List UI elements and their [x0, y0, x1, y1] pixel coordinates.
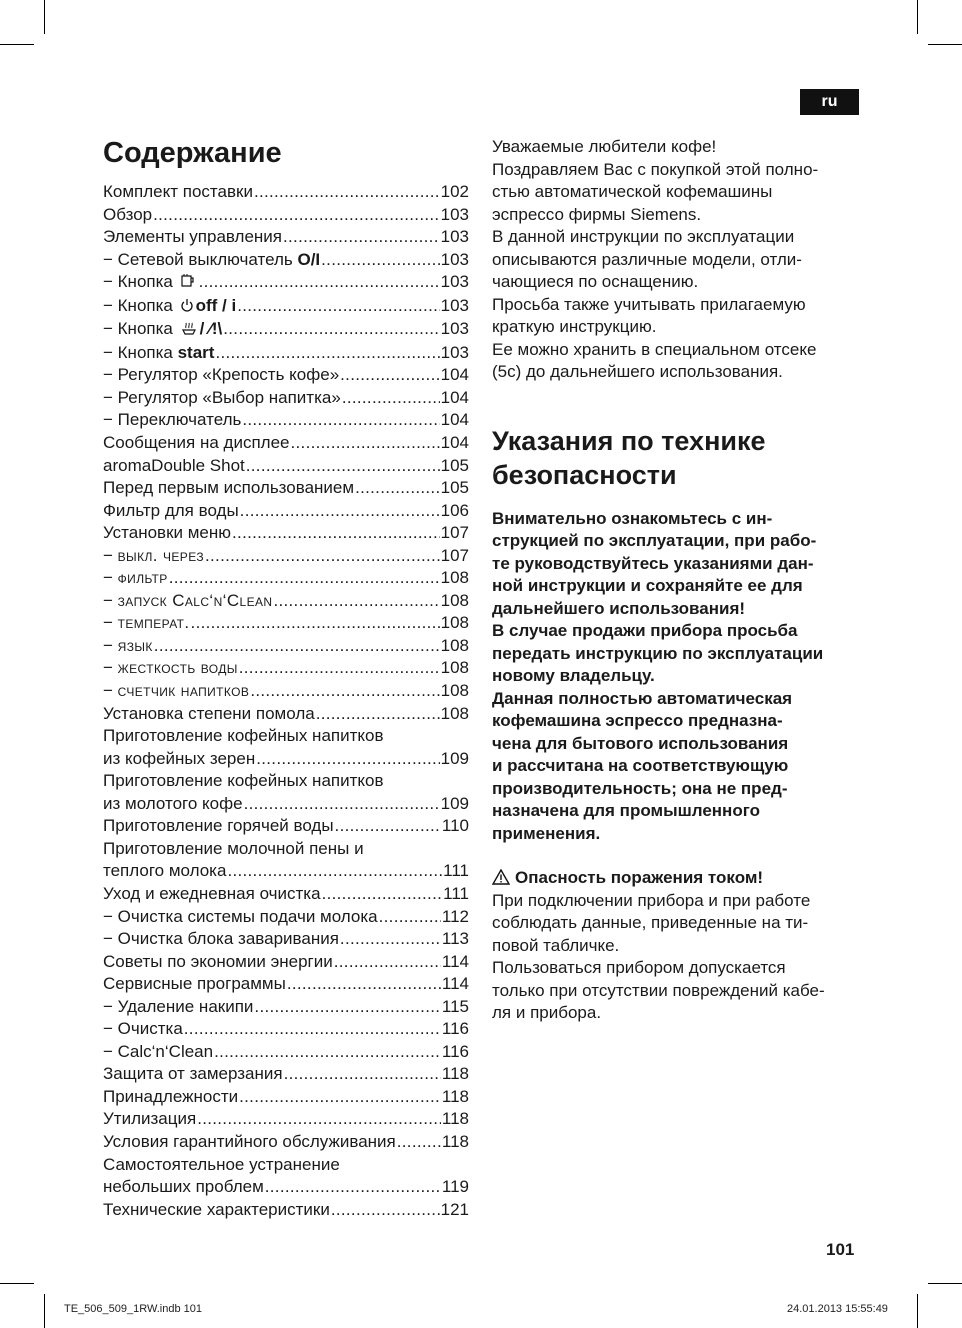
toc-page-number: 103 [440, 342, 469, 362]
safety-instruction-line: те руководствуйтесь указаниями дан- [492, 553, 814, 573]
warning-line: При подключении прибора и при работе [492, 890, 811, 910]
toc-entry-text: − Очистка блока заваривания [103, 929, 339, 949]
toc-leader-dots [265, 1176, 441, 1199]
toc-entry-text: из молотого кофе [103, 793, 243, 813]
toc-page-number: 104 [440, 433, 469, 453]
intro-line: В данной инструкции по эксплуатации [492, 227, 795, 246]
toc-leader-dots [250, 680, 439, 703]
toc-leader-dots [191, 612, 440, 635]
safety-instructions [492, 508, 862, 846]
toc-leader-dots [287, 973, 441, 996]
toc-entry-menu-item: выкл. через [117, 545, 204, 565]
toc-entry-text: − [103, 568, 118, 588]
toc-entry-text: − Кнопка [103, 319, 178, 339]
toc-entry-text: − Удаление накипи [103, 996, 254, 1016]
toc-leader-dots [169, 567, 440, 590]
toc-entry-title [103, 545, 204, 568]
toc-entry-title [103, 657, 238, 680]
toc-entry-title [103, 973, 286, 996]
toc-entry [103, 295, 469, 319]
toc-page-number: 109 [440, 748, 469, 768]
toc-entry-title [103, 860, 226, 883]
toc-entry-line: Приготовление кофейных напитков [103, 726, 384, 746]
toc-page-number: 103 [440, 295, 469, 315]
toc-entry-text: небольших проблем [103, 1177, 264, 1197]
warning-text [492, 890, 862, 1025]
toc-entry-text: Установки меню [103, 523, 232, 543]
toc-leader-dots [284, 1063, 441, 1086]
toc-leader-dots [237, 295, 439, 318]
intro-line: Поздравляем Вас с покупкой этой полно- [492, 159, 819, 179]
intro-line: описываются различные модели, отли- [492, 249, 802, 269]
toc-entry-text: − [103, 635, 118, 655]
safety-instruction-line: назначена для промышленного [492, 801, 760, 820]
toc-entry-bold-label: / ⁄!\ [199, 319, 223, 339]
crop-mark [928, 44, 962, 45]
toc-entry-text: − [103, 681, 118, 701]
toc-leader-dots [254, 996, 440, 1019]
toc-entry [103, 432, 469, 455]
toc-leader-dots [291, 432, 440, 455]
warning-line: ля и прибора. [492, 1003, 602, 1022]
toc-leader-dots [239, 1086, 441, 1109]
safety-heading-line: Указания по технике [492, 425, 766, 456]
safety-heading [492, 424, 862, 492]
toc-entry [103, 364, 469, 387]
toc-entry [103, 1131, 469, 1154]
toc-entry-title [103, 567, 168, 590]
language-badge: ru [800, 89, 859, 115]
toc-page-number: 115 [441, 996, 469, 1016]
toc-entry [103, 860, 469, 883]
warning-line: только при отсутствии повреждений кабе- [492, 980, 825, 1000]
toc-page-number: 108 [440, 681, 469, 701]
toc-page-number: 108 [440, 590, 469, 610]
toc-page-number: 116 [441, 1041, 469, 1061]
toc-entry-text: − [103, 590, 118, 610]
toc-entry-text: Уход и ежедневная очистка [103, 883, 321, 903]
toc-entry-text: Сообщения на дисплее [103, 433, 290, 453]
toc-page-number: 108 [440, 658, 469, 678]
toc-entry [103, 342, 469, 365]
toc-leader-dots [184, 1018, 441, 1041]
warning-line: соблюдать данные, приведенные на ти- [492, 913, 809, 932]
toc-leader-dots [316, 703, 440, 726]
toc-entry-title [103, 590, 272, 613]
toc-leader-dots [153, 204, 440, 227]
right-column [492, 136, 862, 1025]
cup-icon [180, 272, 196, 295]
power-icon [180, 296, 194, 319]
toc-page-number: 105 [440, 478, 469, 498]
safety-instruction-line: и рассчитана на соответствующую [492, 756, 789, 775]
toc-leader-dots [246, 455, 440, 478]
safety-instruction-line: передать инструкцию по эксплуатации [492, 643, 824, 663]
toc-entry [103, 612, 469, 635]
intro-line: Просьба также учитывать прилагаемую [492, 294, 806, 314]
toc-leader-dots [232, 522, 440, 545]
toc-entry [103, 703, 469, 726]
toc-entry-line: Приготовление кофейных напитков [103, 771, 384, 791]
toc-entry-title [103, 635, 153, 658]
toc-entry-text: − Сетевой выключатель [103, 249, 298, 269]
toc-entry-text: − Кнопка [103, 295, 178, 315]
toc-page-number: 110 [441, 816, 469, 836]
warning-line: Пользоваться прибором допускается [492, 958, 786, 977]
toc-entry-bold-label: off / i [195, 295, 237, 315]
toc-entry-text: Принадлежности [103, 1086, 239, 1106]
safety-instruction-line: применения. [492, 823, 601, 843]
toc-page-number: 108 [440, 613, 469, 633]
toc-entry-menu-item: запуск Calc‘n‘Clean [117, 590, 273, 610]
toc-entry-text: − [103, 613, 118, 633]
toc-page-number: 105 [440, 455, 469, 475]
toc-entry-menu-item: счетчик напитков [117, 681, 250, 701]
toc-entry-text: aromaDouble Shot [103, 455, 245, 475]
toc-leader-dots [240, 500, 440, 523]
toc-entry [103, 318, 469, 342]
safety-instruction-line: Данная полностью автоматическая [492, 688, 793, 708]
toc-entry [103, 409, 469, 432]
toc-entry [103, 204, 469, 227]
toc-entry-text: Установка степени помола [103, 703, 315, 723]
toc-leader-dots [197, 1108, 441, 1131]
toc-page-number: 103 [440, 319, 469, 339]
toc-entry-title [103, 951, 333, 974]
toc-entry-title [103, 883, 321, 906]
toc-entry-title [103, 249, 320, 272]
toc-entry [103, 271, 469, 295]
toc-entry [103, 793, 469, 816]
toc-entry-title [103, 318, 222, 342]
toc-entry [103, 477, 469, 500]
toc-entry-text: из кофейных зерен [103, 748, 256, 768]
toc-entry-title [103, 1176, 264, 1199]
toc-leader-dots [340, 364, 439, 387]
toc-leader-dots [244, 793, 440, 816]
toc-entry-text: − Регулятор «Крепость кофе» [103, 365, 340, 385]
toc-leader-dots [273, 590, 439, 613]
toc-entry [103, 996, 469, 1019]
toc-entry [103, 1108, 469, 1131]
toc-page-number: 118 [441, 1086, 469, 1106]
toc-entry-title [103, 226, 282, 249]
toc-leader-dots [214, 1041, 441, 1064]
toc-entry [103, 815, 469, 838]
toc-entry-title [103, 612, 190, 635]
toc-entry-text: − Очистка [103, 1019, 183, 1039]
toc-entry-title [103, 1063, 283, 1086]
toc-entry [103, 500, 469, 523]
toc-entry-text: Приготовление горячей воды [103, 816, 334, 836]
electric-shock-warning-title [492, 867, 862, 890]
warning-title-text: Опасность поражения током! [515, 868, 764, 887]
toc-leader-dots [321, 249, 439, 272]
safety-instruction-line: кофемашина эспрессо предназна- [492, 711, 783, 730]
toc-page-number: 103 [440, 204, 469, 224]
toc-entry-title [103, 364, 339, 387]
warning-line: повой табличке. [492, 935, 620, 955]
safety-instruction-line: новому владельцу. [492, 666, 655, 685]
toc-leader-dots [322, 883, 443, 906]
safety-instruction-line: дальнейшего использования! [492, 598, 746, 618]
toc-page-number: 108 [440, 568, 469, 588]
toc-entry-title [103, 815, 334, 838]
toc-leader-dots [215, 342, 439, 365]
toc-page-number: 103 [440, 249, 469, 269]
safety-instruction-line: ной инструкции и сохраняйте ее для [492, 576, 803, 595]
toc-page-number: 114 [441, 974, 469, 994]
crop-mark [44, 0, 45, 34]
safety-heading-line: безопасности [492, 459, 677, 490]
toc-page-number: 119 [441, 1177, 469, 1197]
toc-entry [103, 906, 469, 929]
toc-entry-title [103, 928, 339, 951]
toc-page-number: 118 [441, 1131, 469, 1151]
toc-page-number: 103 [440, 272, 469, 292]
toc-entry [103, 226, 469, 249]
crop-mark [44, 1294, 45, 1328]
toc-entry-title [103, 477, 354, 500]
toc-entry-title [103, 432, 290, 455]
toc-title: Содержание [103, 137, 282, 169]
toc-page-number: 103 [440, 227, 469, 247]
footer-file-info: TE_506_509_1RW.indb 101 [64, 1303, 203, 1315]
toc-entry [103, 545, 469, 568]
toc-leader-dots [355, 477, 440, 500]
crop-mark [0, 44, 34, 45]
toc-leader-dots [340, 928, 441, 951]
toc-entry-title [103, 1108, 196, 1131]
toc-entry-text: − [103, 658, 118, 678]
table-of-contents [103, 181, 469, 1221]
toc-leader-dots [254, 181, 440, 204]
toc-entry [103, 249, 469, 272]
toc-entry-title [103, 271, 198, 295]
toc-entry-title [103, 522, 231, 545]
page-number: 101 [826, 1240, 855, 1259]
toc-leader-dots [379, 906, 441, 929]
toc-entry-title [103, 703, 315, 726]
toc-entry [103, 635, 469, 658]
toc-entry [103, 455, 469, 478]
toc-entry [103, 928, 469, 951]
intro-line: (5c) до дальнейшего использования. [492, 362, 783, 381]
toc-entry-bold-label: start [177, 342, 215, 362]
crop-mark [0, 1283, 34, 1284]
toc-entry-text: Советы по экономии энергии [103, 951, 333, 971]
toc-entry-title [103, 409, 241, 432]
toc-entry-menu-item: жесткость воды [117, 658, 238, 678]
warning-triangle-icon [492, 869, 510, 885]
toc-entry [103, 387, 469, 410]
toc-entry-title [103, 387, 341, 410]
toc-entry [103, 1086, 469, 1109]
toc-entry-line: Приготовление молочной пены и [103, 838, 364, 858]
toc-entry-text: − Кнопка [103, 342, 178, 362]
toc-entry-text: − [103, 545, 118, 565]
safety-instruction-line: производительность; она не пред- [492, 778, 788, 798]
toc-page-number: 111 [443, 861, 469, 881]
toc-page-number: 106 [440, 500, 469, 520]
toc-entry-text: Условия гарантийного обслуживания [103, 1131, 396, 1151]
footer-timestamp: 24.01.2013 15:55:49 [787, 1303, 888, 1315]
toc-leader-dots [242, 409, 439, 432]
toc-page-number: 108 [440, 703, 469, 723]
toc-entry-text: Сервисные программы [103, 974, 286, 994]
toc-entry-title [103, 500, 239, 523]
toc-page-number: 107 [440, 545, 469, 565]
toc-page-number: 104 [440, 410, 469, 430]
toc-entry-text: − Переключатель [103, 410, 242, 430]
toc-entry-title [103, 342, 214, 365]
toc-leader-dots [283, 226, 440, 249]
toc-leader-dots [335, 815, 441, 838]
toc-leader-dots [205, 545, 440, 568]
toc-entry-line: Самостоятельное устранение [103, 1154, 340, 1174]
toc-entry-menu-item: температ. [117, 613, 190, 633]
toc-page-number: 114 [441, 951, 469, 971]
toc-leader-dots [334, 951, 441, 974]
toc-entry [103, 973, 469, 996]
toc-entry-title [103, 680, 249, 703]
safety-instruction-line: чена для бытового использования [492, 733, 789, 753]
toc-entry-title [103, 1018, 183, 1041]
toc-entry-text: Фильтр для воды [103, 500, 239, 520]
toc-entry-title [103, 748, 255, 771]
toc-entry-menu-item: язык [117, 635, 153, 655]
toc-entry [103, 1063, 469, 1086]
toc-entry-text: Комплект поставки [103, 182, 253, 201]
toc-leader-dots [154, 635, 440, 658]
intro-line: Уважаемые любители кофе! [492, 137, 717, 156]
toc-page-number: 109 [440, 793, 469, 813]
toc-entry-bold-label: O/I [297, 249, 321, 269]
toc-leader-dots [223, 318, 439, 341]
safety-instruction-line: струкцией по эксплуатации, при рабо- [492, 531, 817, 550]
intro-line: чающиеся по оснащению. [492, 272, 699, 291]
toc-leader-dots [256, 748, 439, 771]
toc-entry [103, 181, 469, 204]
toc-entry-title [103, 1041, 213, 1064]
toc-leader-dots [331, 1199, 440, 1222]
toc-entry-text: Элементы управления [103, 227, 283, 247]
toc-entry [103, 657, 469, 680]
toc-entry-text: Технические характеристики [103, 1199, 330, 1219]
toc-entry [103, 1199, 469, 1222]
intro-line: стью автоматической кофемашины [492, 182, 773, 201]
steam-icon [180, 319, 198, 342]
toc-entry-text: Перед первым использованием [103, 478, 355, 498]
toc-entry-title [103, 906, 378, 929]
toc-entry [103, 680, 469, 703]
toc-entry-title [103, 1199, 330, 1222]
toc-entry [103, 1176, 469, 1199]
toc-entry-title [103, 204, 152, 227]
toc-entry [103, 1041, 469, 1064]
toc-entry-text: − Регулятор «Выбор напитка» [103, 387, 341, 407]
toc-page-number: 118 [441, 1064, 469, 1084]
toc-page-number: 121 [440, 1199, 469, 1219]
toc-entry-title [103, 793, 243, 816]
toc-entry-text: − Очистка системы подачи молока [103, 906, 378, 926]
toc-entry-title [103, 295, 236, 319]
toc-leader-dots [199, 271, 440, 294]
toc-entry [103, 522, 469, 545]
toc-entry-text: − Кнопка [103, 272, 178, 292]
crop-mark [917, 1294, 918, 1328]
toc-entry [103, 590, 469, 613]
toc-leader-dots [227, 860, 442, 883]
toc-page-number: 118 [441, 1109, 469, 1129]
toc-leader-dots [397, 1131, 441, 1154]
toc-page-number: 104 [440, 365, 469, 385]
toc-page-number: 116 [441, 1019, 469, 1039]
toc-entry [103, 883, 469, 906]
toc-entry-title [103, 1131, 396, 1154]
toc-page-number: 113 [441, 929, 469, 949]
toc-entry [103, 951, 469, 974]
toc-entry-menu-item: фильтр [117, 568, 168, 588]
toc-page-number: 111 [443, 883, 469, 903]
toc-entry-title [103, 1086, 238, 1109]
toc-entry-title [103, 996, 253, 1019]
toc-entry-text: теплого молока [103, 861, 227, 881]
toc-page-number: 107 [440, 523, 469, 543]
toc-entry-title [103, 181, 253, 204]
toc-page-number: 112 [441, 906, 469, 926]
intro-line: эспрессо фирмы Siemens. [492, 204, 702, 224]
crop-mark [917, 0, 918, 34]
toc-entry [103, 748, 469, 771]
toc-entry-title [103, 455, 245, 478]
toc-leader-dots [342, 387, 440, 410]
intro-line: краткую инструкцию. [492, 317, 657, 336]
toc-page-number: 104 [440, 387, 469, 407]
intro-line: Ее можно хранить в специальном отсеке [492, 339, 817, 359]
toc-entry [103, 1018, 469, 1041]
toc-page-number: 102 [440, 182, 469, 201]
crop-mark [928, 1283, 962, 1284]
safety-instruction-line: Внимательно ознакомьтесь с ин- [492, 508, 773, 528]
toc-entry-text: − Calc‘n‘Clean [103, 1041, 214, 1061]
intro-text [492, 136, 862, 384]
toc-entry [103, 567, 469, 590]
safety-instruction-line: В случае продажи прибора просьба [492, 621, 798, 640]
toc-entry-text: Утилизация [103, 1109, 197, 1129]
toc-entry-text: Защита от замерзания [103, 1064, 283, 1084]
toc-page-number: 108 [440, 635, 469, 655]
toc-entry-text: Обзор [103, 204, 153, 224]
toc-leader-dots [239, 657, 440, 680]
